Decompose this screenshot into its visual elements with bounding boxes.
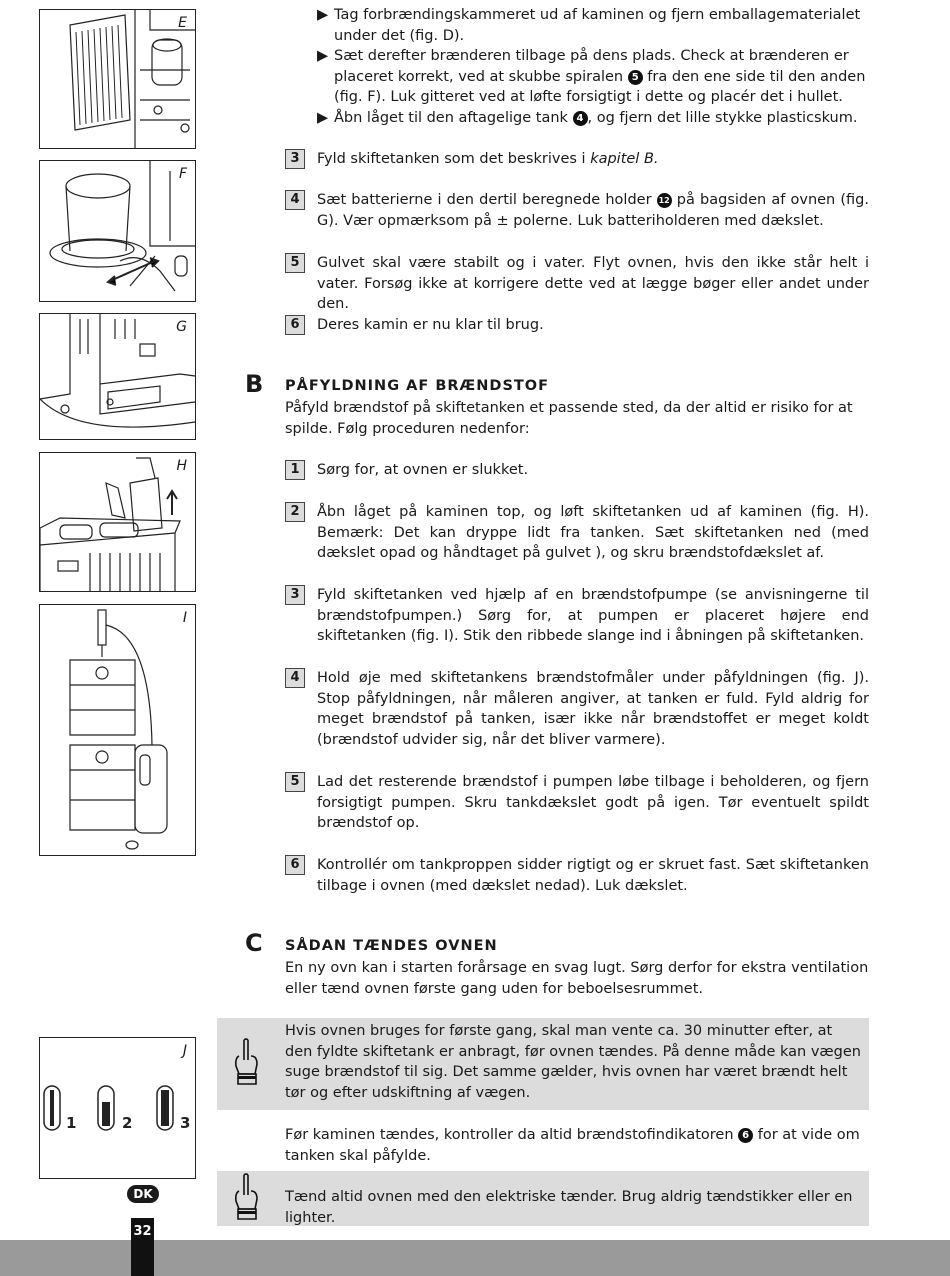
figure-e: E <box>39 9 196 149</box>
fuel-pump-illustration <box>40 605 195 855</box>
step-item: 3 Fyld skiftetanken ved hjælp af en brændstofpumpe (se anvisningerne til brændstofpumpen.) Sørg for, at pumpen er placeret højere end skiftetanken (fig. I). Stik den ribbede slange ind i åbningen på skiftetanken. <box>285 585 869 647</box>
section-intro: En ny ovn kan i starten forårsage en svag lugt. Sørg derfor for ekstra ventilation eller tænd ovnen første gang uden for beboelsesrummet. <box>285 960 869 997</box>
section-letter: C <box>245 929 263 957</box>
step-number: 4 <box>285 190 305 210</box>
section-letter: B <box>245 370 264 398</box>
section-title: PÅFYLDNING AF BRÆNDSTOF <box>285 378 550 394</box>
page-number: 32 <box>131 1218 154 1276</box>
step-number: 5 <box>285 772 305 792</box>
step-number: 3 <box>285 585 305 605</box>
step-item: 3 Fyld skiftetanken som det beskrives i kapitel B. <box>285 149 869 170</box>
figure-f: F <box>39 160 196 302</box>
warning-note <box>217 1018 869 1110</box>
bullet-item: ▶ Sæt derefter brænderen tilbage på dens plads. Check at brænderen er placeret korrekt, ved at skubbe spiralen 5 fra den ene side til den anden (fig. F). Luk gitteret ved at løfte forsigtigt i dette og placér det i hullet. <box>317 48 866 106</box>
pointing-hand-icon <box>231 1038 261 1088</box>
step-number: 6 <box>285 315 305 335</box>
language-badge: DK <box>127 1185 159 1203</box>
figure-h: H <box>39 452 196 592</box>
step-number: 4 <box>285 668 305 688</box>
step-number: 5 <box>285 253 305 273</box>
heater-grille-illustration <box>40 10 195 148</box>
pointing-hand-icon <box>231 1173 261 1223</box>
step-item: 1 Sørg for, at ovnen er slukket. <box>285 460 869 481</box>
bullet-item: ▶ Tag forbrændingskammeret ud af kaminen og fjern emballagematerialet under det (fig. D). <box>317 7 861 44</box>
step-number: 3 <box>285 149 305 169</box>
gauge-level-3: 3 <box>180 1114 191 1132</box>
battery-holder-illustration <box>40 314 195 439</box>
burner-spiral-illustration <box>40 161 195 301</box>
section-intro: Påfyld brændstof på skiftetanken et passende sted, da der altid er risiko for at spilde. Følg proceduren nedenfor: <box>285 400 853 437</box>
fuel-gauge-levels-illustration <box>40 1038 195 1178</box>
note-text: Tænd altid ovnen med den elektriske tænder. Brug aldrig tændstikker eller en lighter. <box>285 1189 853 1226</box>
step-item: 5 Lad det resterende brændstof i pumpen løbe tilbage i beholderen, og fjern forsigtigt pumpen. Skru tankdækslet godt på igen. Tør eventuelt spildt brændstof op. <box>285 772 869 834</box>
section-title: SÅDAN TÆNDES OVNEN <box>285 938 498 954</box>
step-number: 2 <box>285 502 305 522</box>
reference-number-icon: 5 <box>628 70 643 85</box>
reference-number-icon: 12 <box>657 193 672 208</box>
figure-g: G <box>39 313 196 440</box>
step-item: 4 Sæt batterierne i den dertil beregnede holder 12 på bagsiden af ovnen (fig. G). Vær opmærksom på ± polerne. Luk batteriholderen med dækslet. <box>285 190 869 231</box>
gauge-level-2: 2 <box>122 1114 133 1132</box>
reference-number-icon: 4 <box>573 111 588 126</box>
figure-j: J 1 2 3 <box>39 1037 196 1179</box>
note-text: Hvis ovnen bruges for første gang, skal man vente ca. 30 minutter efter, at den fyldte skiftetank er anbragt, før ovnen tændes. På denne måde kan vægen suge brændstof til sig. Det samme gælder, hvis ovnen har været brændt helt tør og efter udskiftning af vægen. <box>285 1023 861 1102</box>
bullet-item: ▶ Åbn låget til den aftagelige tank 4 , og fjern det lille stykke plasticskum. <box>317 110 858 126</box>
step-number: 6 <box>285 855 305 875</box>
figure-i: I <box>39 604 196 856</box>
step-item: 6 Kontrollér om tankproppen sidder rigtigt og er skruet fast. Sæt skiftetanken tilbage i ovnen (med dækslet nedad). Luk dækslet. <box>285 855 869 896</box>
gauge-level-1: 1 <box>66 1114 77 1132</box>
step-number: 1 <box>285 460 305 480</box>
step-item: 5 Gulvet skal være stabilt og i vater. Flyt ovnen, hvis den ikke står helt i vater. Forsøg ikke at korrigere dette ved at lægge bøger eller andet under den. <box>285 253 869 315</box>
warning-note <box>217 1171 869 1226</box>
step-item: 6 Deres kamin er nu klar til brug. <box>285 315 869 336</box>
reference-number-icon: 6 <box>738 1128 753 1143</box>
step-item: 2 Åbn låget på kaminen top, og løft skiftetanken ud af kaminen (fig. H). Bemærk: Det kan dryppe lidt fra tanken. Sæt skiftetanken ned (med dækslet opad og håndtaget på gulvet ), og skru brændstofdækslet af. <box>285 502 869 564</box>
step-item: 4 Hold øje med skiftetankens brændstofmåler under påfyldningen (fig. J). Stop påfyldningen, når måleren angiver, at tanken er fuld. Fyld aldrig for meget brændstof på tanken, især ikke når brændstoffet er meget koldt (brændstof udvider sig, når det bliver varmere). <box>285 668 869 751</box>
remove-tank-illustration <box>40 453 195 591</box>
paragraph: Før kaminen tændes, kontroller da altid brændstofindikatoren 6 for at vide om tanken skal påfylde. <box>285 1127 860 1164</box>
